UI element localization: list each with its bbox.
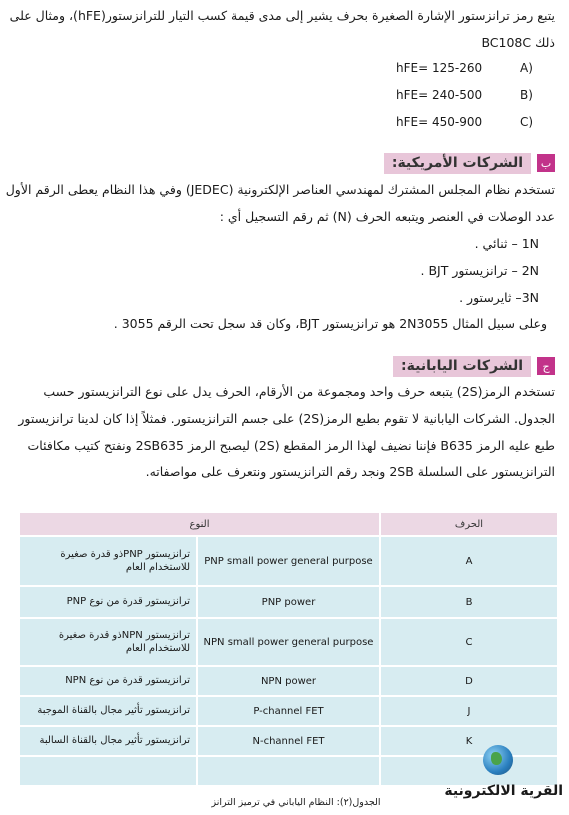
type-english: N-channel FET <box>198 727 379 755</box>
type-arabic: ترانزيستور قدرة من نوع PNP <box>20 587 196 617</box>
table-caption: الجدول(٢): النظام الياباني في ترميز الترانز <box>211 797 381 808</box>
empty-cell <box>20 757 196 785</box>
list-item-2n: 2N – ترانزيستور BJT . <box>420 263 539 278</box>
type-english: P-channel FET <box>198 697 379 725</box>
gain-value-a: hFE= 125-260 <box>396 61 483 75</box>
type-letter: D <box>381 667 557 695</box>
section-badge: ب <box>537 154 555 172</box>
intro-line-2: ذلك BC108C <box>481 35 555 50</box>
gain-value-c: hFE= 450-900 <box>396 115 483 129</box>
japanese-line-2: الجدول. الشركات اليابانية لا تقوم بطبع الرمز(2S) على جسم الترانزيستور. فمثلاً إذا كان لدينا ترانزيستور <box>18 411 555 426</box>
table-row <box>20 587 557 617</box>
gain-label-b: B) <box>520 88 533 102</box>
american-example: وعلى سبيل المثال 2N3055 هو ترانزيستور BJT، وكان قد سجل تحت الرقم 3055 . <box>113 316 547 331</box>
gain-value-b: hFE= 240-500 <box>396 88 483 102</box>
type-letter: K <box>381 727 557 755</box>
japanese-line-3: طبع عليه الرمز B635 فإننا نضيف لهذا الرمز المقطع (2S) ليصبح الرمز 2SB635 ونفتح كتيب مكافئات <box>27 438 555 453</box>
header-letter: الحرف <box>381 513 557 535</box>
type-arabic: ترانزيستور PNPذو قدرة صغيرة للاستخدام العام <box>20 537 196 585</box>
type-arabic: ترانزيستور تأثير مجال بالقناة الموجبة <box>20 697 196 725</box>
list-item-3n: 3N– ثايرستور . <box>459 290 539 305</box>
globe-icon <box>483 745 513 775</box>
gain-label-a: A) <box>520 61 533 75</box>
type-english: PNP power <box>198 587 379 617</box>
american-paragraph-1: تستخدم نظام المجلس المشترك لمهندسي العناصر الإلكترونية (JEDEC) وفي هذا النظام يعطى الرقم الأول <box>5 182 555 197</box>
type-letter: B <box>381 587 557 617</box>
section-heading-japanese <box>393 355 555 377</box>
empty-cell <box>198 757 379 785</box>
section-title: الشركات اليابانية: <box>393 356 531 377</box>
type-english: NPN small power general purpose <box>198 619 379 665</box>
header-type: النوع <box>20 513 379 535</box>
table-row <box>20 667 557 695</box>
logo-text: القرية الالكترونية <box>444 783 563 799</box>
type-arabic: ترانزيستور قدرة من نوع NPN <box>20 667 196 695</box>
section-title: الشركات الأمريكية: <box>384 153 531 174</box>
type-english: PNP small power general purpose <box>198 537 379 585</box>
japanese-line-1: تستخدم الرمز(2S) يتبعه حرف واحد ومجموعة من الأرقام، الحرف يدل على نوع الترانزيستور حسب <box>43 384 555 399</box>
site-logo <box>444 745 569 805</box>
table-row <box>20 619 557 665</box>
intro-line-1: يتبع رمز ترانزستور الإشارة الصغيرة بحرف يشير إلى مدى قيمة كسب التيار للترانزستور(hFE)، ومثال على <box>9 8 555 23</box>
type-english: NPN power <box>198 667 379 695</box>
section-heading-american <box>384 152 555 174</box>
section-badge: ج <box>537 357 555 375</box>
american-paragraph-2: عدد الوصلات في العنصر ويتبعه الحرف (N) ثم رقم التسجيل أي : <box>219 209 555 224</box>
gain-label-c: C) <box>520 115 534 129</box>
japanese-line-4: الترانزيستور على السلسلة 2SB ونجد رقم الترانزيستور ونتعرف على مواصفاته. <box>145 464 555 479</box>
table-row <box>20 537 557 585</box>
list-item-1n: 1N – ثنائي . <box>474 236 539 251</box>
table-row <box>20 697 557 725</box>
type-letter: J <box>381 697 557 725</box>
type-letter: A <box>381 537 557 585</box>
type-letter: C <box>381 619 557 665</box>
type-arabic: ترانزيستور تأثير مجال بالقناة السالبة <box>20 727 196 755</box>
type-arabic: ترانزيستور NPNذو قدرة صغيرة للاستخدام العام <box>20 619 196 665</box>
